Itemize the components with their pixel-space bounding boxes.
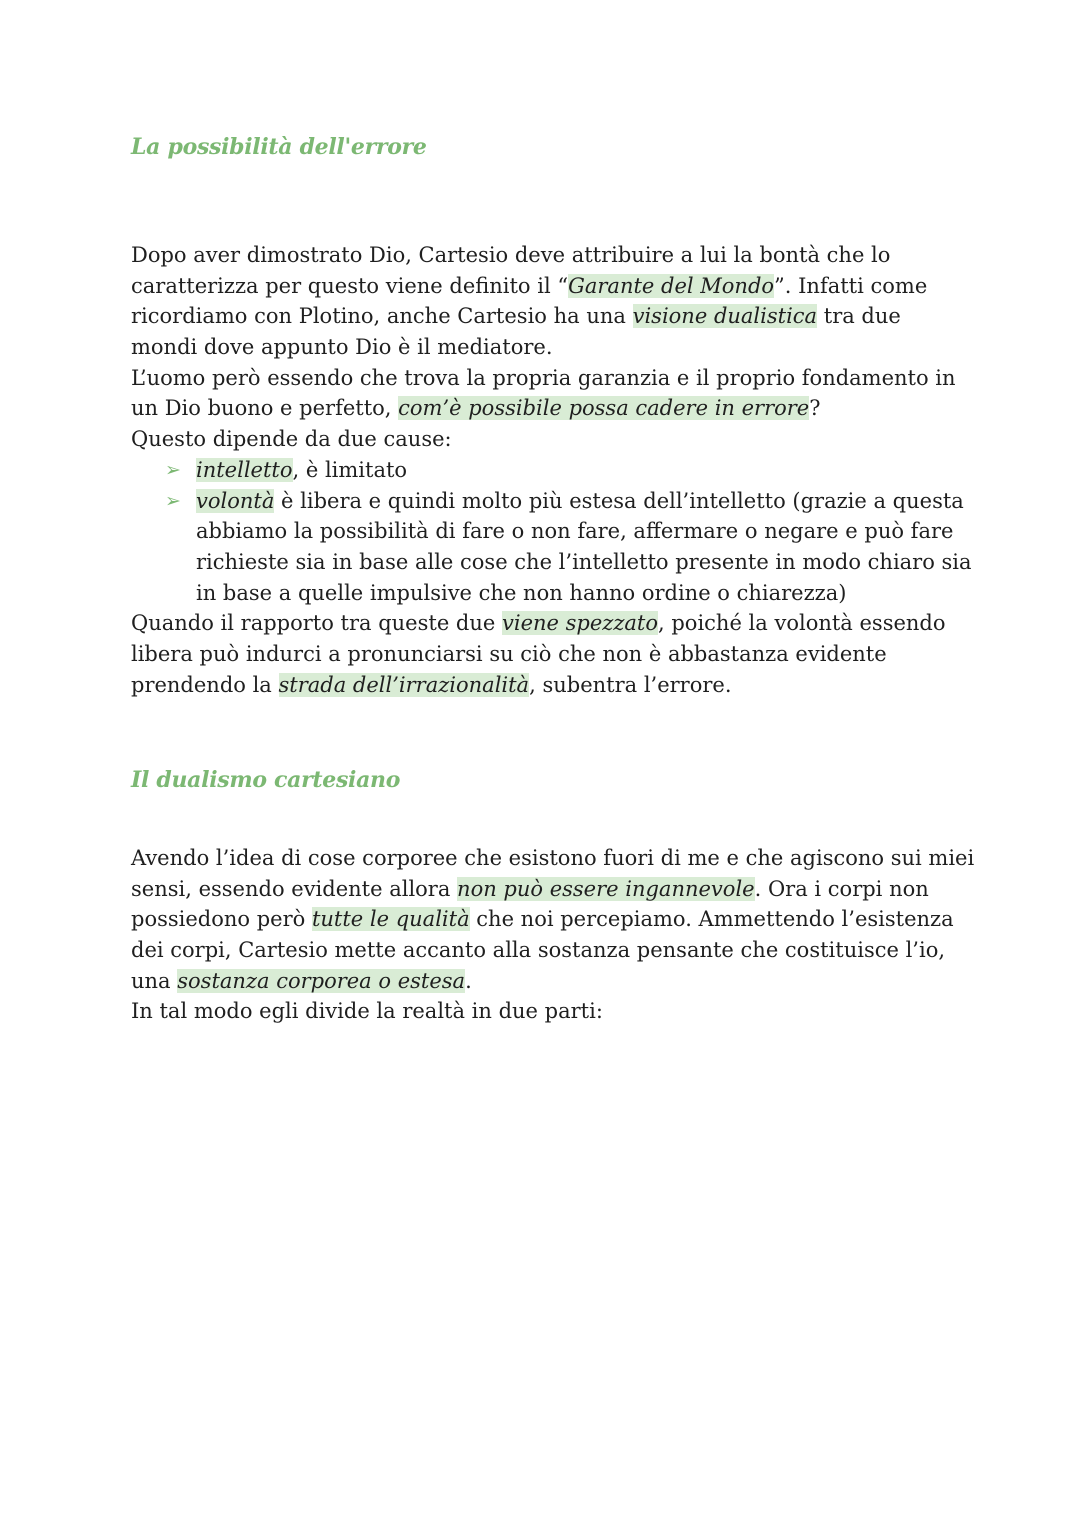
bullet-item: ➢ volontà è libera e quindi molto più estesa dell’intelletto (grazie a questa: [131, 486, 961, 517]
bullet-continuation-line: in base a quelle impulsive che non hanno ordine o chiarezza): [196, 580, 847, 605]
highlighted-phrase: sostanza corporea o estesa: [177, 968, 466, 993]
bullet-item: ➢ intelletto, è limitato: [131, 455, 961, 486]
paragraph-line: L’uomo però essendo che trova la propria garanzia e il proprio fondamento in: [131, 365, 956, 390]
highlighted-phrase: strada dell’irrazionalità: [278, 672, 530, 697]
paragraph-line: ricordiamo con Plotino, anche Cartesio ha una visione dualistica tra due: [131, 304, 901, 329]
paragraph-line: dei corpi, Cartesio mette accanto alla sostanza pensante che costituisce l’io,: [131, 938, 946, 963]
arrow-bullet-icon: ➢: [165, 489, 181, 512]
paragraph-line: un Dio buono e perfetto, com’è possibile possa cadere in errore?: [131, 396, 821, 421]
paragraph-line: Avendo l’idea di cose corporee che esistono fuori di me e che agiscono sui miei: [131, 846, 975, 870]
section-title-dualism: Il dualismo cartesiano: [131, 767, 401, 793]
highlighted-phrase: com’è possibile possa cadere in errore: [398, 396, 810, 421]
paragraph-line: Questo dipende da due cause:: [131, 427, 452, 452]
highlighted-phrase: Garante del Mondo: [568, 273, 775, 298]
highlighted-phrase: tutte le qualità: [311, 907, 470, 932]
section-title-error: La possibilità dell'errore: [131, 134, 427, 160]
highlighted-phrase: intelletto: [196, 457, 293, 482]
paragraph-line: In tal modo egli divide la realtà in due parti:: [131, 999, 603, 1024]
paragraph-line: mondi dove appunto Dio è il mediatore.: [131, 335, 553, 360]
arrow-bullet-icon: ➢: [165, 458, 181, 481]
highlighted-phrase: viene spezzato: [502, 611, 659, 636]
paragraph-line: libera può indurci a pronunciarsi su ciò che non è abbastanza evidente: [131, 641, 887, 666]
section-body-error: [131, 240, 972, 700]
highlighted-phrase: visione dualistica: [632, 304, 818, 329]
paragraph-line: una sostanza corporea o estesa.: [131, 968, 472, 993]
section-body-dualism: [131, 843, 975, 1027]
paragraph-line: caratterizza per questo viene definito il “Garante del Mondo”. Infatti come: [131, 273, 928, 298]
bullet-continuation-line: richieste sia in base alle cose che l’intelletto presente in modo chiaro sia: [196, 549, 972, 574]
paragraph-line: Dopo aver dimostrato Dio, Cartesio deve attribuire a lui la bontà che lo: [131, 243, 891, 267]
bullet-continuation-line: abbiamo la possibilità di fare o non fare, affermare o negare e può fare: [196, 519, 954, 544]
paragraph-line: possiedono però tutte le qualità che noi percepiamo. Ammettendo l’esistenza: [131, 907, 954, 932]
highlighted-phrase: non può essere ingannevole: [457, 876, 755, 901]
paragraph-line: Quando il rapporto tra queste due viene spezzato, poiché la volontà essendo: [131, 611, 946, 636]
highlighted-phrase: volontà: [196, 488, 275, 513]
paragraph-line: prendendo la strada dell’irrazionalità, subentra l’errore.: [131, 672, 732, 697]
paragraph-line: sensi, essendo evidente allora non può essere ingannevole. Ora i corpi non: [131, 876, 929, 901]
